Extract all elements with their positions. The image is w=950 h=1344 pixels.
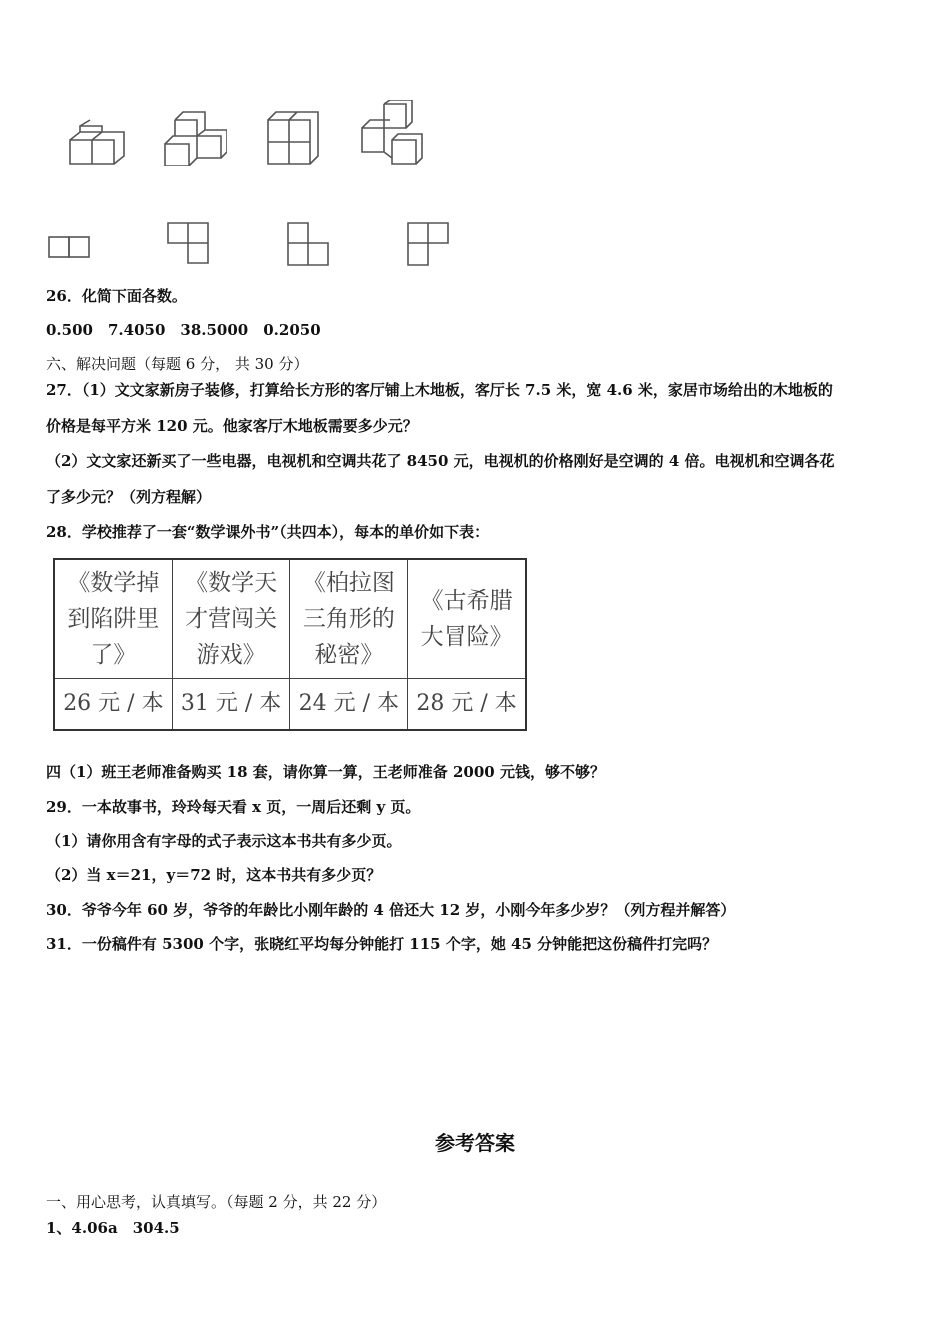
view-3 xyxy=(287,222,331,266)
cube-stack-1-figure xyxy=(66,118,126,168)
answers-heading: 参考答案 xyxy=(435,1131,515,1155)
book-price-table xyxy=(53,558,527,731)
book-title-line: 游戏》 xyxy=(196,642,266,668)
q28-title: 28．学校推荐了一套“数学课外书”（共四本），每本的单价如下表： xyxy=(46,523,490,541)
view-1 xyxy=(48,236,94,258)
table-row xyxy=(54,679,526,731)
q28-question: 四（1）班王老师准备购买 18 套，请你算一算，王老师准备 2000 元钱，够不够？ xyxy=(46,763,605,781)
cube-stack-3-figure xyxy=(264,110,322,166)
q27-line4: 了多少元？（列方程解） xyxy=(46,488,212,506)
q29-part2: （2）当 x＝21，y＝72 时，这本书共有多少页？ xyxy=(46,866,382,884)
book-title-line: 三角形的 xyxy=(302,606,395,632)
section6-heading: 六、解决问题（每题 6 分， 共 30 分） xyxy=(46,355,309,373)
q29-part1: （1）请你用含有字母的式子表示这本书共有多少页。 xyxy=(46,832,402,850)
book-title-line: 才营闯关 xyxy=(185,606,278,632)
price-cell: 24 元 / 本 xyxy=(290,679,408,731)
q26-numbers: 0.500 7.4050 38.5000 0.2050 xyxy=(46,321,321,339)
book-title-cell xyxy=(172,559,290,679)
table-row xyxy=(54,559,526,679)
book-title-line: 大冒险》 xyxy=(420,624,513,650)
book-title-cell xyxy=(290,559,408,679)
answers-section1: 一、用心思考，认真填写。（每题 2 分，共 22 分） xyxy=(46,1193,387,1211)
price-cell: 28 元 / 本 xyxy=(408,679,526,731)
q29-title: 29．一本故事书，玲玲每天看 x 页，一周后还剩 y 页。 xyxy=(46,798,421,816)
book-title-line: 《数学天 xyxy=(185,570,278,596)
q27-line2: 价格是每平方米 120 元。他家客厅木地板需要多少元？ xyxy=(46,417,418,435)
cube-stack-4-figure xyxy=(358,100,424,166)
q26-title: 26．化简下面各数。 xyxy=(46,287,187,305)
view-4 xyxy=(407,222,451,266)
price-cell: 26 元 / 本 xyxy=(54,679,172,731)
q27-line3: （2）文文家还新买了一些电器，电视机和空调共花了 8450 元，电视机的价格刚好是空调的 4 倍。电视机和空调各花 xyxy=(46,452,835,470)
book-title-line: 秘密》 xyxy=(314,642,384,668)
book-title-line: 了》 xyxy=(90,642,137,668)
book-title-line: 到陷阱里 xyxy=(67,606,160,632)
book-title-cell xyxy=(54,559,172,679)
q30-text: 30．爷爷今年 60 岁，爷爷的年龄比小刚年龄的 4 倍还大 12 岁，小刚今年多少岁？（列方程并解答） xyxy=(46,901,736,919)
view-2 xyxy=(167,222,211,266)
book-title-line: 《柏拉图 xyxy=(302,570,395,596)
book-title-cell xyxy=(408,559,526,679)
book-title-line: 《数学掉 xyxy=(67,570,160,596)
q31-text: 31．一份稿件有 5300 个字，张晓红平均每分钟能打 115 个字，她 45 分钟能把这份稿件打完吗？ xyxy=(46,935,718,953)
answer-1: 1、4.06a 304.5 xyxy=(46,1219,180,1237)
q27-line1: 27．（1）文文家新房子装修，打算给长方形的客厅铺上木地板，客厅长 7.5 米，宽 4.6 米，家居市场给出的木地板的 xyxy=(46,381,833,399)
price-cell: 31 元 / 本 xyxy=(172,679,290,731)
cube-stack-2-figure xyxy=(161,104,227,166)
book-title-line: 《古希腊 xyxy=(420,588,513,614)
